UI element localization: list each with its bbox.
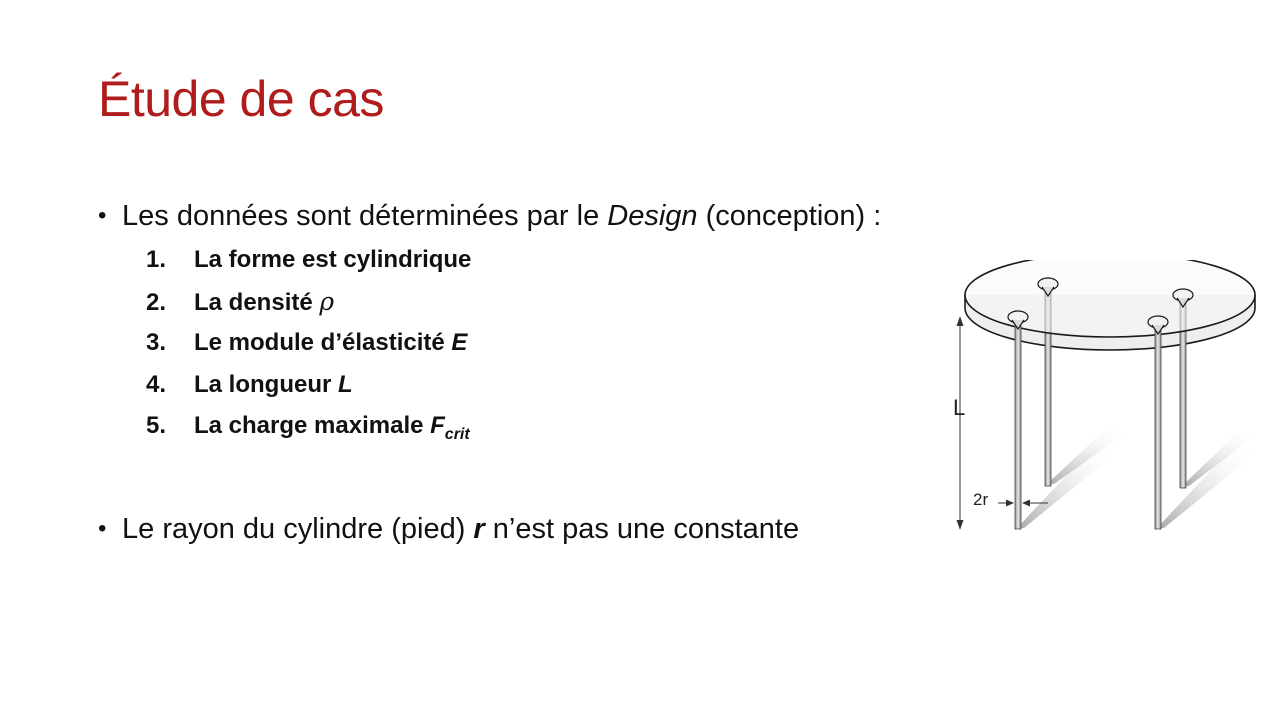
list-item [146, 407, 471, 449]
bullet-text: Les données sont déterminées par le [122, 200, 608, 232]
list-number: 1. [146, 246, 167, 273]
bullet-italic-term: Design [607, 200, 698, 232]
list-number: 3. [146, 329, 167, 356]
list-text: Le module d’élasticité [194, 329, 452, 356]
list-item [146, 324, 471, 366]
length-label: L [953, 395, 966, 420]
bullet-radius-note [98, 511, 799, 547]
round-table-icon [940, 260, 1270, 545]
bullet-text: n’est pas une constante [484, 513, 800, 545]
leg-shadows [1017, 430, 1260, 528]
list-item [146, 366, 471, 408]
table-figure [940, 260, 1270, 550]
list-text: La longueur [194, 370, 338, 398]
list-text: La charge maximale [194, 412, 431, 439]
list-variable: E [451, 329, 468, 356]
table-top-surface [965, 260, 1255, 337]
slide-title: Étude de cas [98, 71, 384, 127]
list-number: 4. [146, 370, 167, 398]
length-dimension [957, 316, 964, 530]
list-text: La densité [194, 288, 320, 316]
list-item [146, 283, 471, 325]
bullet-icon: • [98, 515, 107, 542]
list-variable: L [338, 370, 353, 398]
bullet-text: (conception) : [697, 200, 882, 232]
bullet-text: Le rayon du cylindre (pied) [122, 513, 474, 545]
list-variable: ρ [319, 286, 335, 316]
list-variable: F [430, 412, 445, 439]
list-subscript: crit [444, 425, 470, 443]
list-number: 5. [146, 412, 167, 439]
bullet-icon: • [98, 202, 107, 229]
bullet-design-data [98, 198, 881, 234]
leg-front-right [1155, 330, 1161, 529]
design-parameter-list [146, 241, 471, 449]
list-text: La forme est cylindrique [194, 246, 472, 273]
diameter-label: 2r [973, 490, 989, 509]
bullet-variable: r [473, 513, 485, 545]
list-number: 2. [146, 288, 167, 316]
leg-front-left [1015, 325, 1021, 529]
list-item [146, 241, 471, 283]
